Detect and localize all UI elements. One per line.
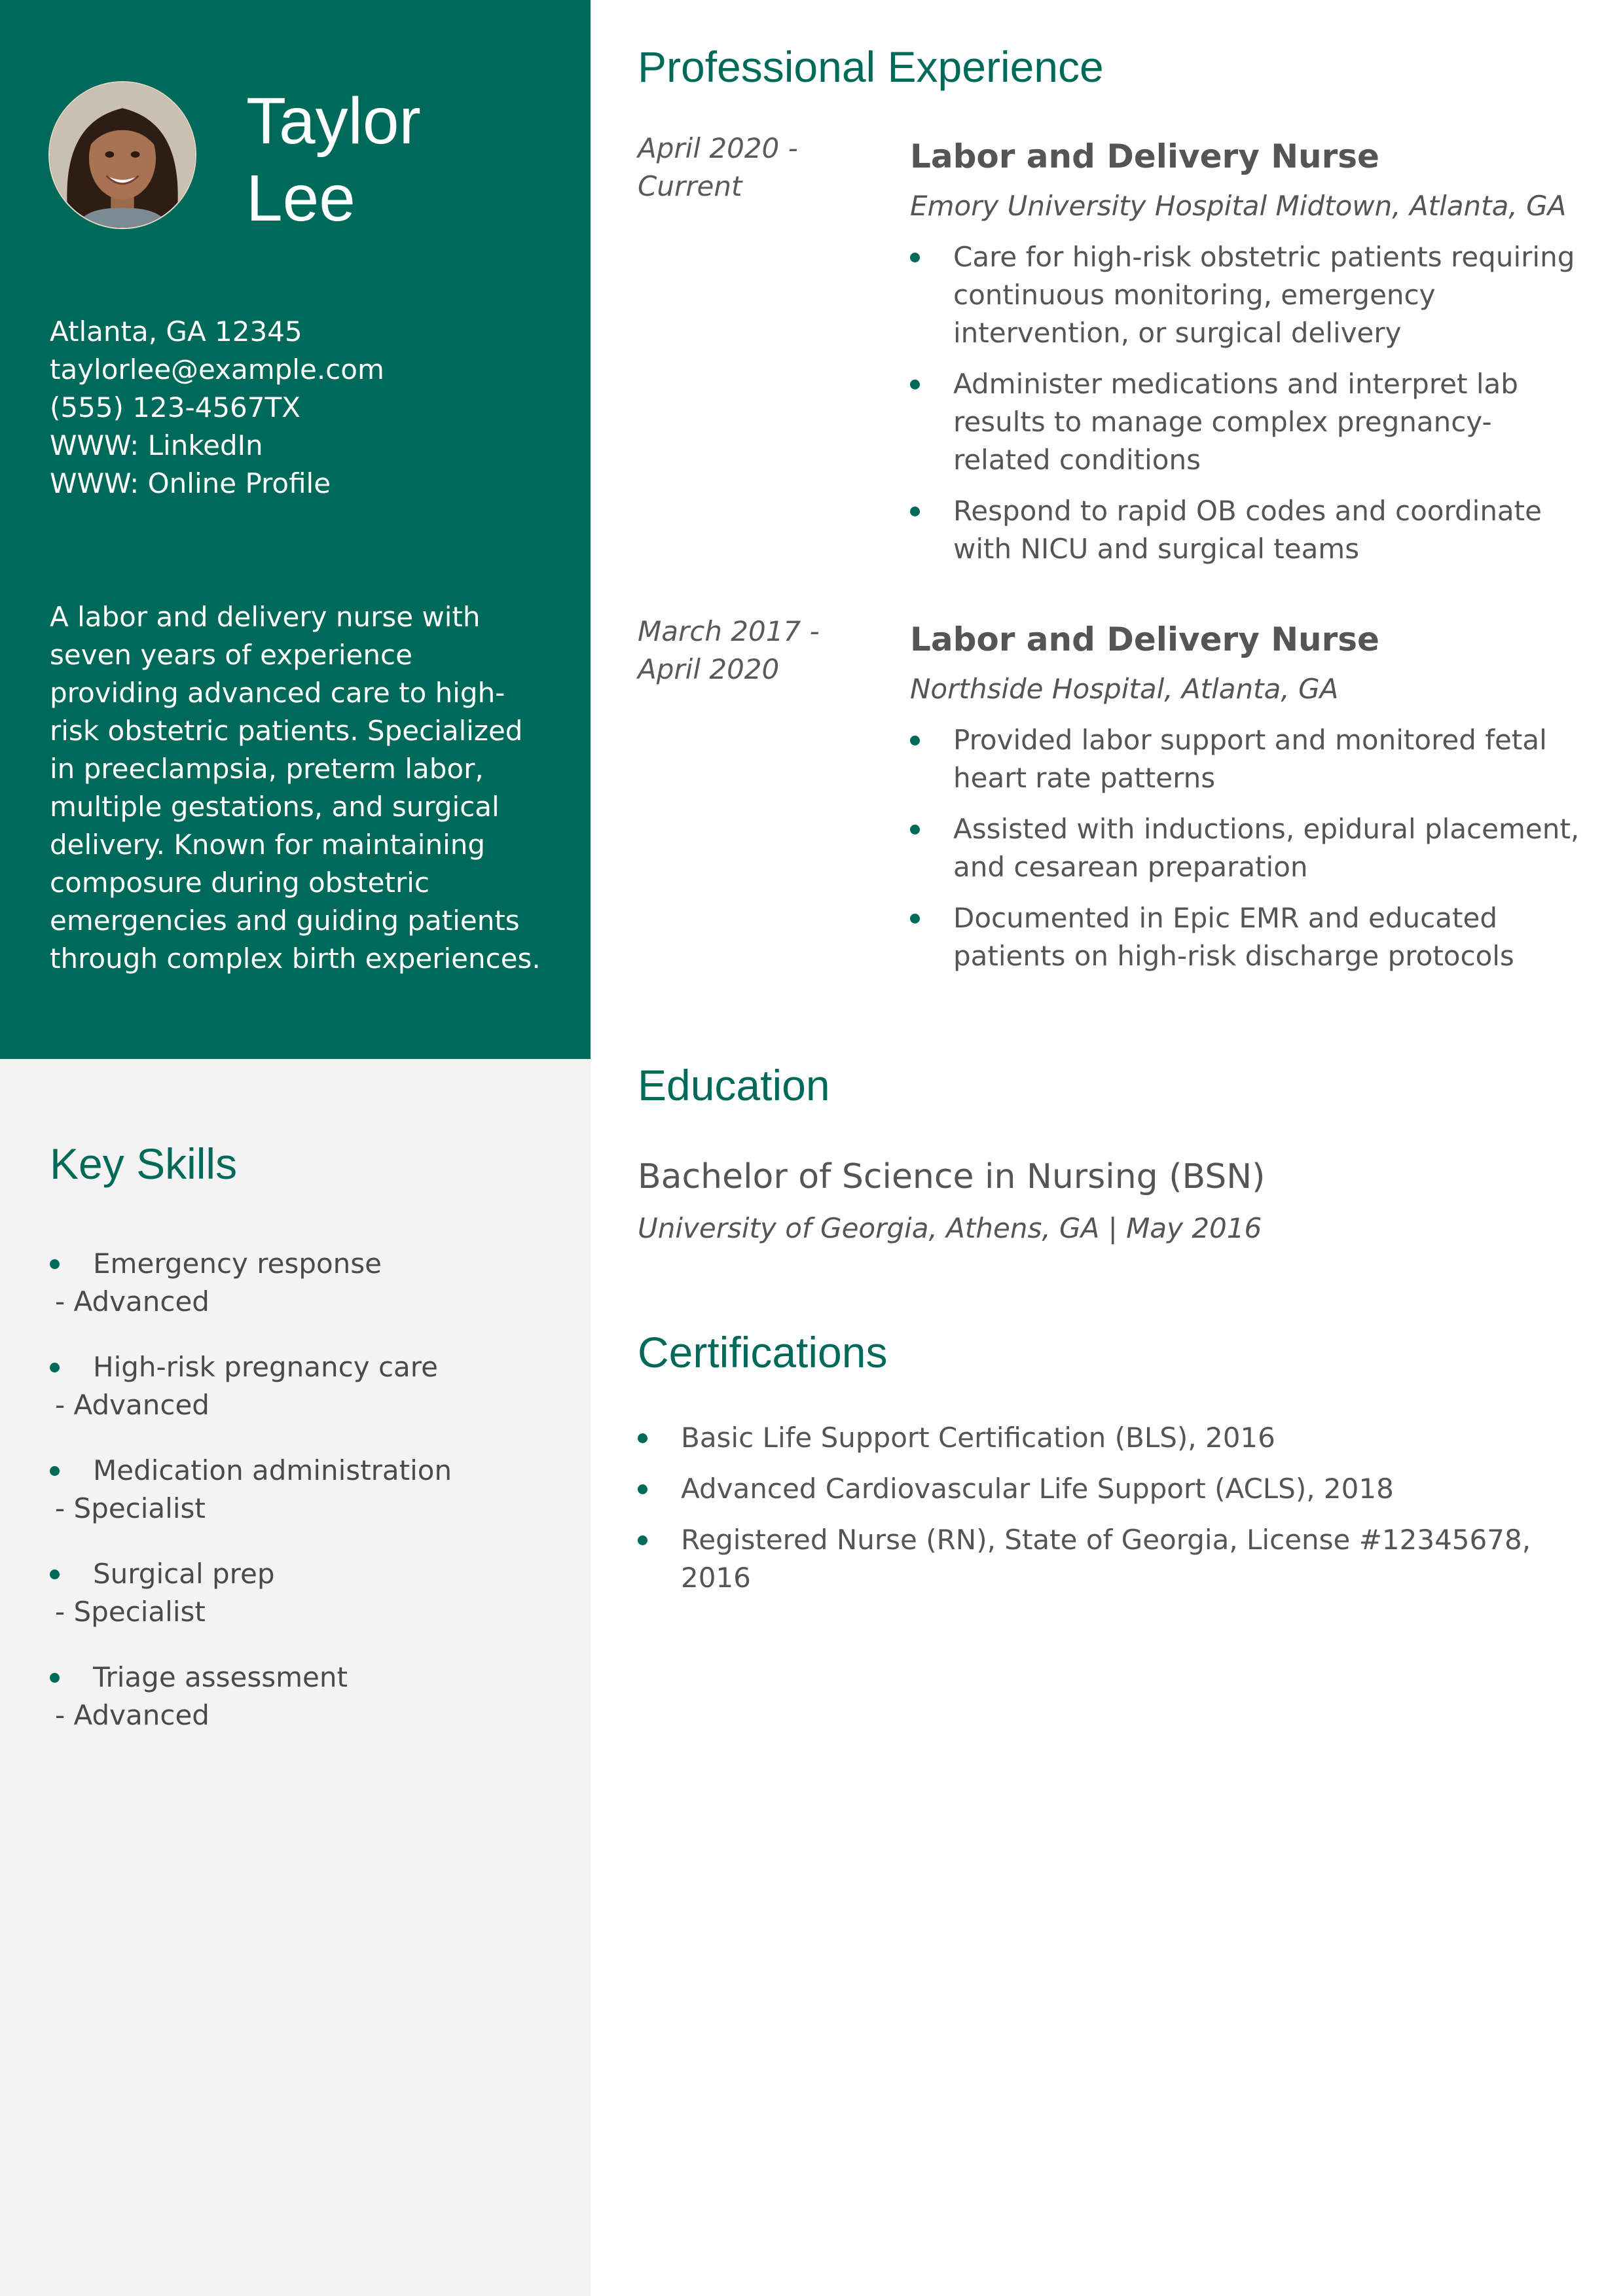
bullet-icon <box>50 1673 60 1683</box>
certification-text: Basic Life Support Certification (BLS), 2016 <box>681 1422 1275 1454</box>
bullet-icon <box>50 1570 60 1579</box>
bullet-icon <box>910 736 920 745</box>
skill-name: Medication administration <box>93 1454 452 1486</box>
job-dates <box>638 613 847 689</box>
portrait-image <box>50 82 195 228</box>
job-bullet <box>910 721 1584 797</box>
skill-level: - Advanced <box>55 1389 210 1421</box>
job-bullet-text: Administer medications and interpret lab results to manage complex pregnancy-related conditions <box>953 368 1518 476</box>
job-company: Northside Hospital, Atlanta, GA <box>910 673 1339 705</box>
contact-online-profile[interactable]: WWW: Online Profile <box>50 467 331 499</box>
candidate-name <box>246 82 560 237</box>
skill-name: High-risk pregnancy care <box>93 1351 438 1383</box>
bullet-icon <box>50 1466 60 1476</box>
skill-item <box>50 1659 560 1734</box>
job-bullet <box>910 238 1584 352</box>
job-bullet <box>910 899 1584 975</box>
degree: Bachelor of Science in Nursing (BSN) <box>638 1157 1266 1196</box>
bullet-icon <box>50 1259 60 1269</box>
skill-item <box>50 1555 560 1631</box>
skill-item <box>50 1348 560 1424</box>
job-bullet-text: Respond to rapid OB codes and coordinate with NICU and surgical teams <box>953 495 1542 565</box>
contact-phone: (555) 123-4567TX <box>50 391 301 423</box>
profile-photo <box>48 81 196 229</box>
job-bullets <box>910 721 1584 975</box>
job-end-date: Current <box>638 170 742 202</box>
bullet-icon <box>910 380 920 389</box>
job-details <box>910 130 1584 581</box>
skill-name: Surgical prep <box>93 1558 275 1590</box>
bullet-icon <box>638 1433 647 1443</box>
job-title: Labor and Delivery Nurse <box>910 620 1379 658</box>
bullet-icon <box>638 1535 647 1545</box>
contact-linkedin[interactable]: WWW: LinkedIn <box>50 429 263 461</box>
education-heading: Education <box>638 1061 830 1109</box>
skill-level: - Advanced <box>55 1699 210 1731</box>
certifications-list <box>638 1419 1580 1610</box>
skill-item <box>50 1452 560 1528</box>
skill-level: - Advanced <box>55 1285 210 1318</box>
job-end-date: April 2020 <box>638 653 780 685</box>
bullet-icon <box>910 825 920 834</box>
job-details <box>910 613 1584 988</box>
skills-heading: Key Skills <box>50 1139 238 1188</box>
certification-text: Advanced Cardiovascular Life Support (ACLS), 2018 <box>681 1473 1394 1505</box>
bullet-icon <box>910 507 920 516</box>
job-bullet <box>910 365 1584 479</box>
job-bullet-text: Provided labor support and monitored fetal heart rate patterns <box>953 724 1547 794</box>
bullet-icon <box>638 1484 647 1494</box>
contact-info <box>50 313 560 503</box>
school-and-date: University of Georgia, Athens, GA | May 2016 <box>638 1212 1262 1244</box>
professional-summary: A labor and delivery nurse with seven years of experience providing advanced care to high-risk obstetric patients. Specialized in preeclampsia, preterm labor, multiple gestations, and surgical delivery. Known for maintaining composure during obstetric emergencies and guiding patients through complex birth experiences. <box>50 601 541 975</box>
first-name: Taylor <box>246 84 421 158</box>
job-bullet-text: Care for high-risk obstetric patients requiring continuous monitoring, emergency intervention, or surgical delivery <box>953 241 1575 349</box>
contact-address: Atlanta, GA 12345 <box>50 315 302 348</box>
skill-level: - Specialist <box>55 1492 206 1524</box>
skill-name: Emergency response <box>93 1247 382 1280</box>
certifications-heading: Certifications <box>638 1328 888 1376</box>
job-title: Labor and Delivery Nurse <box>910 137 1379 175</box>
job-start-date: March 2017 - <box>638 615 820 647</box>
job-dates <box>638 130 847 206</box>
job-bullets <box>910 238 1584 568</box>
last-name: Lee <box>246 162 356 235</box>
certification-item <box>638 1521 1580 1597</box>
contact-email[interactable]: taylorlee@example.com <box>50 353 384 386</box>
job-bullet-text: Assisted with inductions, epidural placement, and cesarean preparation <box>953 813 1580 883</box>
experience-heading: Professional Experience <box>638 43 1104 91</box>
certification-item <box>638 1419 1580 1457</box>
skill-level: - Specialist <box>55 1596 206 1628</box>
job-start-date: April 2020 - <box>638 132 798 164</box>
certification-item <box>638 1470 1580 1508</box>
job-company: Emory University Hospital Midtown, Atlanta, GA <box>910 190 1567 222</box>
bullet-icon <box>50 1363 60 1372</box>
bullet-icon <box>910 253 920 262</box>
skill-item <box>50 1245 560 1321</box>
job-bullet-text: Documented in Epic EMR and educated patients on high-risk discharge protocols <box>953 902 1514 972</box>
job-bullet <box>910 492 1584 568</box>
skill-name: Triage assessment <box>93 1661 348 1693</box>
job-bullet <box>910 810 1584 886</box>
certification-text: Registered Nurse (RN), State of Georgia, License #12345678, 2016 <box>681 1524 1531 1594</box>
skills-list <box>50 1245 560 1762</box>
bullet-icon <box>910 914 920 924</box>
